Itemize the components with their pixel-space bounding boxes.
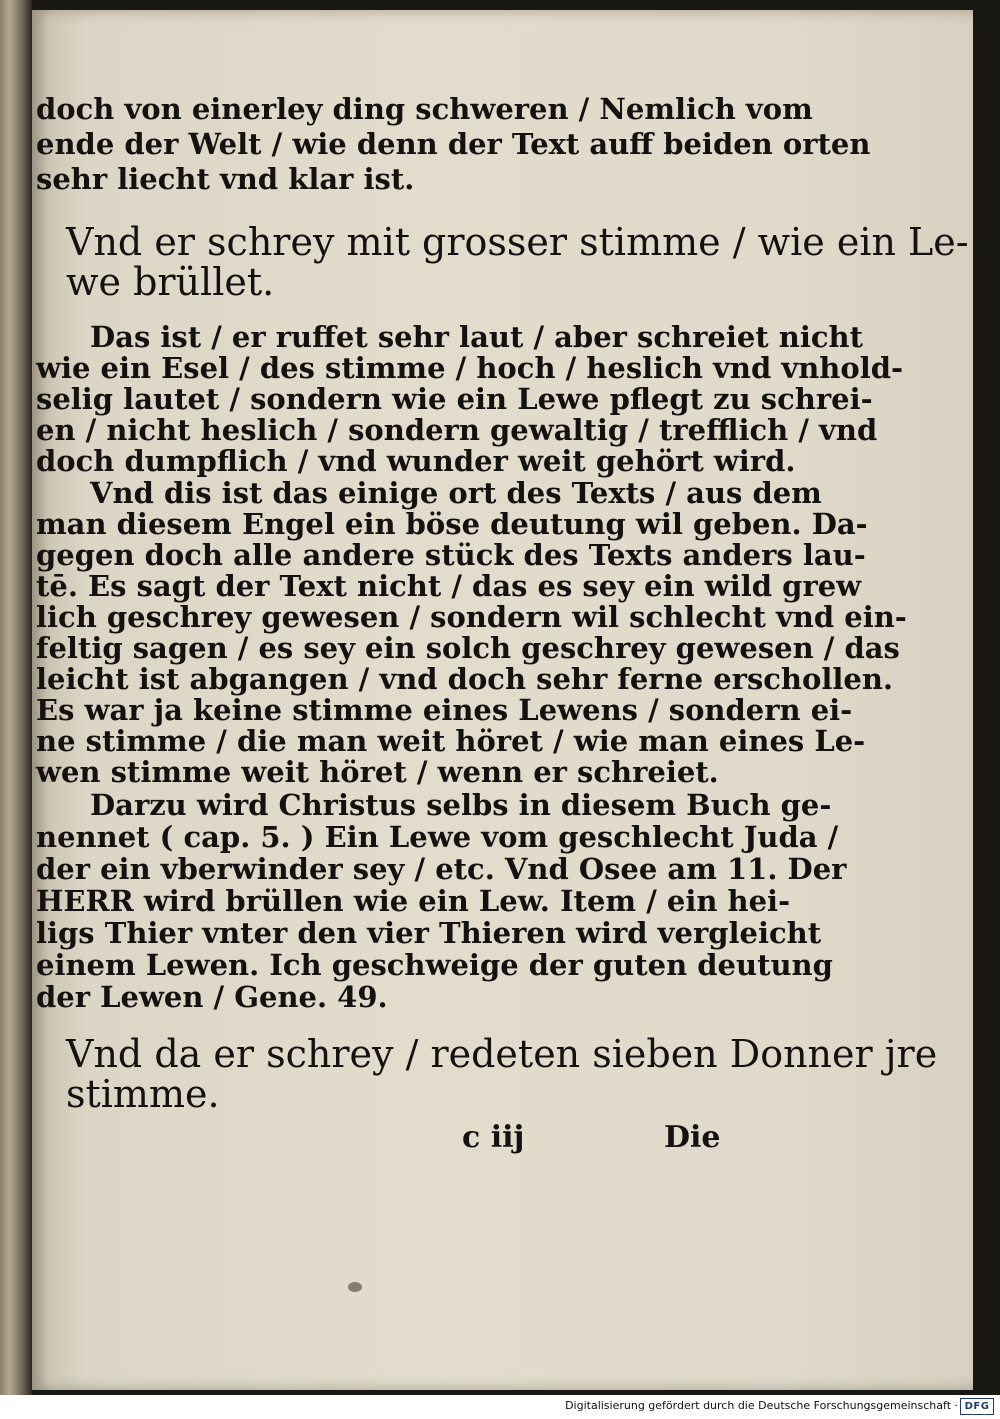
text-line: sehr liecht vnd klar ist.	[36, 162, 415, 196]
text-line: Das ist / er ruffet sehr laut / aber schreiet nicht	[90, 320, 864, 354]
text-line: tē. Es sagt der Text nicht / das es sey ein wild grew	[36, 569, 862, 603]
text-line: leicht ist abgangen / vnd doch sehr ferne erschollen.	[36, 662, 894, 696]
catchword: Die	[664, 1120, 721, 1155]
text-line: der ein vberwinder sey / etc. Vnd Osee am 11. Der	[36, 852, 847, 886]
text-line: feltig sagen / es sey ein solch geschrey gewesen / das	[36, 631, 900, 665]
text-line: Darzu wird Christus selbs in diesem Buch ge-	[90, 788, 832, 822]
section-heading-line: Vnd er schrey mit grosser stimme / wie ein Le-	[66, 220, 969, 264]
ink-stain	[348, 1282, 362, 1292]
text-line: selig lautet / sondern wie ein Lewe pflegt zu schrei-	[36, 382, 873, 416]
text-line: doch von einerley ding schweren / Nemlich vom	[36, 92, 813, 126]
text-line: lich geschrey gewesen / sondern wil schlecht vnd ein-	[36, 600, 907, 634]
text-line: HERR wird brüllen wie ein Lew. Item / ein hei-	[36, 884, 791, 918]
funding-notice: Digitalisierung gefördert durch die Deutsche Forschungsgemeinschaft ·	[565, 1399, 958, 1412]
text-line: wen stimme weit höret / wenn er schreiet.	[36, 755, 719, 789]
text-line: der Lewen / Gene. 49.	[36, 980, 388, 1014]
text-line: gegen doch alle andere stück des Texts anders lau-	[36, 538, 866, 572]
text-line: wie ein Esel / des stimme / hoch / heslich vnd vnhold-	[36, 351, 904, 385]
footer-bar	[0, 1395, 1000, 1419]
section-heading-line: stimme.	[66, 1072, 220, 1116]
dfg-logo-icon: DFG	[960, 1398, 994, 1415]
text-line: man diesem Engel ein böse deutung wil geben. Da-	[36, 507, 868, 541]
book-page	[32, 10, 973, 1390]
text-line: doch dumpflich / vnd wunder weit gehört wird.	[36, 444, 796, 478]
text-line: nennet ( cap. 5. ) Ein Lewe vom geschlecht Juda /	[36, 820, 839, 854]
page-text	[32, 10, 973, 1390]
section-heading-line: we brüllet.	[66, 260, 275, 304]
book-edge	[0, 0, 32, 1395]
section-heading-line: Vnd da er schrey / redeten sieben Donner jre	[66, 1032, 938, 1076]
text-line: Es war ja keine stimme eines Lewens / sondern ei-	[36, 693, 853, 727]
text-line: ne stimme / die man weit höret / wie man eines Le-	[36, 724, 866, 758]
text-line: Vnd dis ist das einige ort des Texts / aus dem	[90, 476, 822, 510]
text-line: ende der Welt / wie denn der Text auff beiden orten	[36, 127, 871, 161]
text-line: einem Lewen. Ich geschweige der guten deutung	[36, 948, 833, 982]
text-line: en / nicht heslich / sondern gewaltig / trefflich / vnd	[36, 413, 878, 447]
text-line: ligs Thier vnter den vier Thieren wird vergleicht	[36, 916, 822, 950]
signature-mark: c iij	[462, 1120, 525, 1155]
